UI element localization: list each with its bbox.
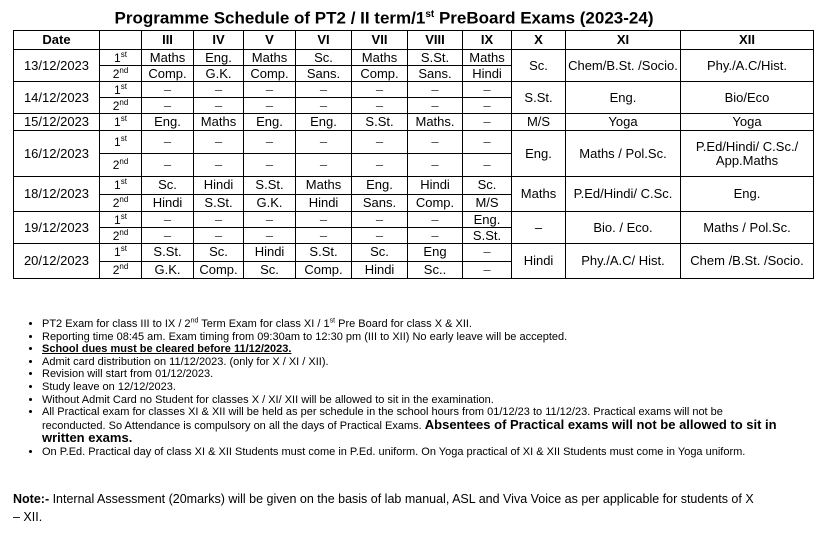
- subject-cell: Eng.: [142, 114, 194, 131]
- subject-cell: Sc..: [408, 261, 463, 279]
- table-row: [14, 82, 814, 98]
- session-number: 2: [112, 98, 120, 113]
- session-number: 2: [112, 262, 120, 277]
- footer-note: [13, 490, 763, 526]
- notes-list: [22, 318, 782, 459]
- subject-cell: S.St.: [296, 244, 352, 262]
- subject-cell: Sc.: [352, 244, 408, 262]
- column-header: X: [512, 31, 566, 50]
- subject-cell: –: [142, 228, 194, 244]
- session-number: 2: [112, 158, 120, 172]
- subject-cell: Sans.: [296, 66, 352, 82]
- column-header: VIII: [408, 31, 463, 50]
- header-row: [14, 31, 814, 50]
- session-cell: [100, 114, 142, 131]
- note-text: Admit card distribution on 11/12/2023. (only for X / XI / XII).: [42, 355, 329, 368]
- subject-cell: Sc.: [194, 244, 244, 262]
- subject-cell: –: [352, 131, 408, 154]
- date-cell: 15/12/2023: [14, 114, 100, 131]
- column-header: III: [142, 31, 194, 50]
- subject-cell: –: [463, 261, 512, 279]
- session-sup: nd: [119, 261, 129, 271]
- class-xii-cell: Chem /B.St. /Socio.: [681, 244, 814, 279]
- session-sup: nd: [119, 157, 129, 166]
- subject-cell: –: [352, 82, 408, 98]
- session-cell: [100, 228, 142, 244]
- column-header: VI: [296, 31, 352, 50]
- subject-cell: Comp.: [408, 194, 463, 212]
- subject-cell: Eng.: [352, 177, 408, 195]
- subject-cell: –: [296, 98, 352, 114]
- table-row: [14, 131, 814, 154]
- note-item: [42, 406, 782, 446]
- class-xi-cell: Yoga: [566, 114, 681, 131]
- subject-cell: –: [463, 244, 512, 262]
- session-sup: st: [120, 81, 127, 91]
- title-rest: PreBoard Exams (2023-24): [434, 8, 654, 28]
- subject-cell: Eng.: [194, 50, 244, 66]
- subject-cell: –: [142, 131, 194, 154]
- table-row: [14, 244, 814, 262]
- note-item: [42, 343, 782, 356]
- note-text: Pre Board for class X & XII.: [335, 318, 472, 330]
- session-sup: st: [120, 134, 127, 143]
- class-xi-cell: Phy./A.C/ Hist.: [566, 244, 681, 279]
- title-sup: st: [425, 9, 435, 20]
- subject-cell: Comp.: [296, 261, 352, 279]
- note-item: [42, 381, 782, 394]
- subject-cell: –: [142, 154, 194, 177]
- session-number: 1: [114, 135, 121, 149]
- session-sup: st: [120, 114, 127, 123]
- session-number: 1: [114, 50, 121, 65]
- schedule-body: [14, 50, 814, 279]
- class-xi-cell: Maths / Pol.Sc.: [566, 131, 681, 177]
- footer-label: Note:-: [13, 492, 50, 506]
- subject-cell: –: [408, 131, 463, 154]
- session-number: 2: [112, 228, 120, 243]
- note-item: [42, 368, 782, 381]
- subject-cell: –: [194, 228, 244, 244]
- note-text: PT2 Exam for class III to IX / 2: [42, 318, 191, 330]
- session-number: 1: [114, 178, 121, 193]
- subject-cell: –: [352, 212, 408, 228]
- class-xii-cell: Yoga: [681, 114, 814, 131]
- column-header: XII: [681, 31, 814, 50]
- session-number: 1: [114, 212, 121, 227]
- subject-cell: Sans.: [408, 66, 463, 82]
- class-x-cell: Maths: [512, 177, 566, 212]
- subject-cell: Hindi: [244, 244, 296, 262]
- subject-cell: Hindi: [296, 194, 352, 212]
- class-x-cell: S.St.: [512, 82, 566, 114]
- class-xi-cell: Eng.: [566, 82, 681, 114]
- note-item: [42, 356, 782, 369]
- class-x-cell: Sc.: [512, 50, 566, 82]
- subject-cell: G.K.: [194, 66, 244, 82]
- session-cell: [100, 244, 142, 262]
- subject-cell: Comp.: [194, 261, 244, 279]
- subject-cell: –: [296, 154, 352, 177]
- page-title: [0, 4, 768, 30]
- subject-cell: Comp.: [352, 66, 408, 82]
- subject-cell: Hindi: [352, 261, 408, 279]
- subject-cell: Maths: [296, 177, 352, 195]
- subject-cell: Eng.: [463, 212, 512, 228]
- subject-cell: Sc.: [463, 177, 512, 195]
- session-sup: st: [120, 211, 127, 221]
- subject-cell: –: [463, 114, 512, 131]
- class-xii-cell: Maths / Pol.Sc.: [681, 212, 814, 244]
- subject-cell: Hindi: [142, 194, 194, 212]
- subject-cell: –: [408, 228, 463, 244]
- session-cell: [100, 50, 142, 66]
- session-cell: [100, 131, 142, 154]
- subject-cell: –: [244, 82, 296, 98]
- note-text: Without Admit Card no Student for classes X / XI/ XII will be allowed to sit in the examination.: [42, 393, 494, 406]
- session-sup: nd: [119, 97, 129, 107]
- session-cell: [100, 194, 142, 212]
- session-sup: nd: [119, 194, 129, 204]
- subject-cell: –: [352, 98, 408, 114]
- subject-cell: –: [244, 154, 296, 177]
- subject-cell: –: [244, 98, 296, 114]
- session-number: 1: [114, 82, 121, 97]
- subject-cell: Comp.: [244, 66, 296, 82]
- note-text-dues: School dues must be cleared before 11/12/2023.: [42, 343, 292, 356]
- subject-cell: S.St.: [142, 244, 194, 262]
- subject-cell: –: [352, 154, 408, 177]
- session-sup: st: [120, 244, 127, 254]
- subject-cell: –: [194, 212, 244, 228]
- subject-cell: –: [142, 212, 194, 228]
- subject-cell: Maths: [142, 50, 194, 66]
- subject-cell: –: [463, 154, 512, 177]
- session-cell: [100, 212, 142, 228]
- subject-cell: –: [194, 98, 244, 114]
- subject-cell: –: [296, 82, 352, 98]
- subject-cell: –: [408, 98, 463, 114]
- session-cell: [100, 154, 142, 177]
- session-cell: [100, 82, 142, 98]
- class-x-cell: Eng.: [512, 131, 566, 177]
- session-sup: st: [120, 49, 127, 59]
- subject-cell: Hindi: [408, 177, 463, 195]
- note-text: Study leave on 12/12/2023.: [42, 380, 176, 393]
- table-row: [14, 212, 814, 228]
- subject-cell: Hindi: [194, 177, 244, 195]
- note-text-absentees: Absentees of Practical exams will not be allowed to sit in written exams.: [42, 416, 777, 446]
- note-text: Term Exam for class XI / 1: [198, 318, 330, 330]
- class-xii-cell: Phy./A.C/Hist.: [681, 50, 814, 82]
- session-number: 2: [112, 66, 120, 81]
- title-main: Programme Schedule of PT2 / II term/1: [114, 8, 426, 28]
- note-item: [42, 331, 782, 344]
- note-item: [42, 394, 782, 407]
- class-xi-cell: Chem/B.St. /Socio.: [566, 50, 681, 82]
- date-cell: 14/12/2023: [14, 82, 100, 114]
- note-text: All Practical exam for classes XI & XII will be held as per schedule in the school hours from 01/12/23 to 11/12/23. Practical exams will not be reconducted. So Attendance is compulsory on all the days of Practical Exams.: [42, 406, 723, 432]
- subject-cell: –: [194, 131, 244, 154]
- class-x-cell: –: [512, 212, 566, 244]
- note-text: On P.Ed. Practical day of class XI & XII Students must come in P.Ed. uniform. On Yoga practical of XI & XII Students must come in Yoga uniform.: [42, 445, 746, 458]
- subject-cell: –: [194, 82, 244, 98]
- note-item: [42, 318, 782, 331]
- table-row: [14, 114, 814, 131]
- session-sup: st: [120, 177, 127, 187]
- column-header: Date: [14, 31, 100, 50]
- session-cell: [100, 98, 142, 114]
- class-xi-cell: P.Ed/Hindi/ C.Sc.: [566, 177, 681, 212]
- column-header: VII: [352, 31, 408, 50]
- session-number: 1: [114, 115, 121, 129]
- session-sup: nd: [119, 65, 129, 75]
- column-header: IX: [463, 31, 512, 50]
- subject-cell: Sc.: [296, 50, 352, 66]
- date-cell: 16/12/2023: [14, 131, 100, 177]
- subject-cell: –: [408, 212, 463, 228]
- class-x-cell: M/S: [512, 114, 566, 131]
- subject-cell: S.St.: [194, 194, 244, 212]
- session-cell: [100, 66, 142, 82]
- subject-cell: –: [463, 98, 512, 114]
- subject-cell: Sc.: [142, 177, 194, 195]
- column-header: IV: [194, 31, 244, 50]
- column-header: XI: [566, 31, 681, 50]
- subject-cell: –: [352, 228, 408, 244]
- subject-cell: –: [408, 154, 463, 177]
- session-number: 1: [114, 245, 121, 260]
- subject-cell: –: [296, 131, 352, 154]
- subject-cell: G.K.: [142, 261, 194, 279]
- class-xii-cell: Eng.: [681, 177, 814, 212]
- note-text: Revision will start from 01/12/2023.: [42, 368, 214, 381]
- subject-cell: G.K.: [244, 194, 296, 212]
- subject-cell: –: [463, 131, 512, 154]
- subject-cell: –: [244, 228, 296, 244]
- subject-cell: –: [244, 212, 296, 228]
- subject-cell: Sans.: [352, 194, 408, 212]
- subject-cell: Hindi: [463, 66, 512, 82]
- subject-cell: Eng: [408, 244, 463, 262]
- session-number: 2: [112, 195, 120, 210]
- column-header: V: [244, 31, 296, 50]
- subject-cell: –: [296, 228, 352, 244]
- note-text: Reporting time 08:45 am. Exam timing from 09:30am to 12:30 pm (III to XII) No early leave will be accepted.: [42, 330, 568, 343]
- date-cell: 13/12/2023: [14, 50, 100, 82]
- class-xi-cell: Bio. / Eco.: [566, 212, 681, 244]
- subject-cell: –: [408, 82, 463, 98]
- subject-cell: Maths: [244, 50, 296, 66]
- date-cell: 18/12/2023: [14, 177, 100, 212]
- session-sup: nd: [119, 227, 129, 237]
- subject-cell: Maths: [194, 114, 244, 131]
- schedule-table: [13, 30, 814, 279]
- class-xii-cell: Bio/Eco: [681, 82, 814, 114]
- subject-cell: –: [244, 131, 296, 154]
- date-cell: 20/12/2023: [14, 244, 100, 279]
- session-cell: [100, 177, 142, 195]
- session-cell: [100, 261, 142, 279]
- note-sup: st: [329, 317, 336, 325]
- subject-cell: –: [194, 154, 244, 177]
- subject-cell: –: [296, 212, 352, 228]
- subject-cell: S.St.: [244, 177, 296, 195]
- subject-cell: S.St.: [352, 114, 408, 131]
- note-sup: nd: [190, 317, 199, 325]
- note-item: [42, 446, 782, 459]
- footer-text: Internal Assessment (20marks) will be given on the basis of lab manual, ASL and Viva Voice as per applicable for students of X – XII.: [13, 492, 754, 524]
- subject-cell: –: [463, 82, 512, 98]
- table-row: [14, 177, 814, 195]
- subject-cell: –: [142, 98, 194, 114]
- subject-cell: –: [142, 82, 194, 98]
- class-xii-cell: P.Ed/Hindi/ C.Sc./ App.Maths: [681, 131, 814, 177]
- subject-cell: S.St.: [408, 50, 463, 66]
- subject-cell: Comp.: [142, 66, 194, 82]
- table-row: [14, 50, 814, 66]
- subject-cell: Eng.: [296, 114, 352, 131]
- subject-cell: Maths.: [408, 114, 463, 131]
- subject-cell: Sc.: [244, 261, 296, 279]
- subject-cell: Eng.: [244, 114, 296, 131]
- subject-cell: S.St.: [463, 228, 512, 244]
- subject-cell: Maths: [352, 50, 408, 66]
- class-x-cell: Hindi: [512, 244, 566, 279]
- subject-cell: Maths: [463, 50, 512, 66]
- subject-cell: M/S: [463, 194, 512, 212]
- column-header: [100, 31, 142, 50]
- date-cell: 19/12/2023: [14, 212, 100, 244]
